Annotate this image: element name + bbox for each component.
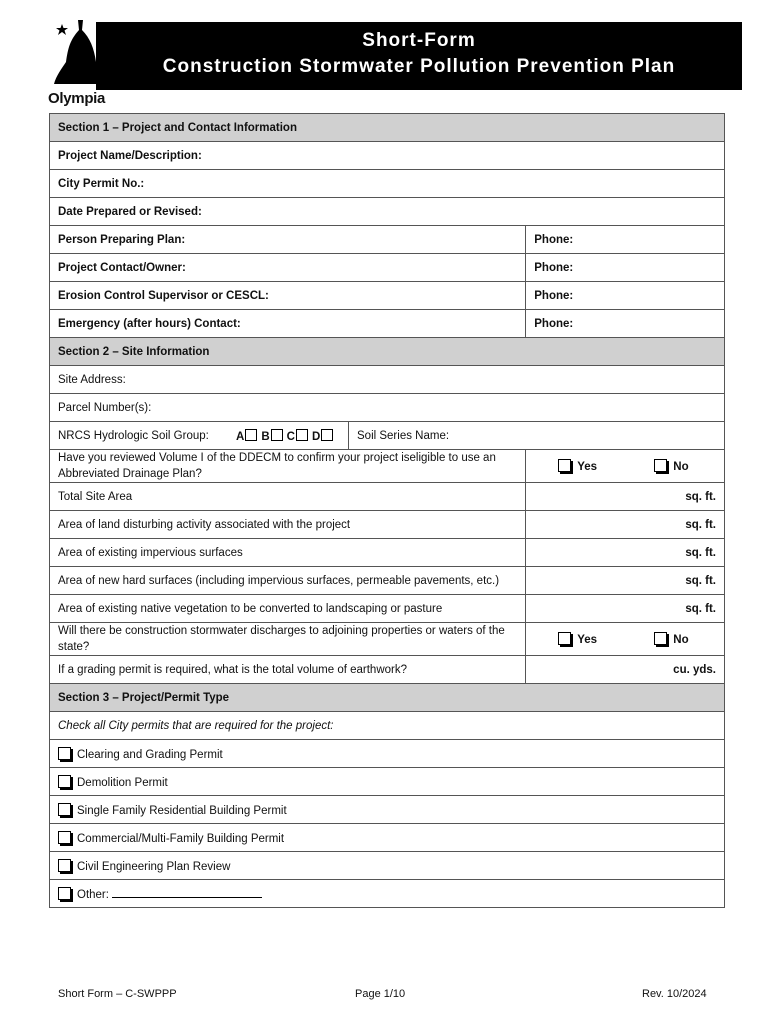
yes-label: Yes	[577, 634, 598, 647]
parcel-number-field[interactable]: Parcel Number(s):	[50, 394, 725, 422]
no-label: No	[673, 634, 689, 647]
form-title: Short-Form	[362, 30, 476, 51]
yes-label: Yes	[577, 461, 598, 474]
other-input-line[interactable]	[112, 887, 262, 898]
soil-option-b-checkbox[interactable]	[271, 429, 283, 441]
soil-group-row	[50, 422, 725, 450]
permit-item	[50, 852, 725, 880]
phone-field[interactable]: Phone:	[526, 310, 725, 338]
grading-volume-label: If a grading permit is required, what is the total volume of earthwork?	[50, 656, 526, 684]
soil-option-b-label: B	[261, 430, 270, 443]
total-site-area-label: Total Site Area	[50, 483, 526, 511]
soil-option-a-checkbox[interactable]	[245, 429, 257, 441]
total-site-area-field[interactable]: sq. ft.	[526, 483, 725, 511]
permit-label: Commercial/Multi-Family Building Permit	[77, 832, 285, 845]
soil-group-label: NRCS Hydrologic Soil Group:	[58, 429, 209, 442]
permit-checkbox[interactable]	[58, 803, 71, 816]
permit-label: Demolition Permit	[77, 776, 168, 789]
project-contact-field[interactable]: Project Contact/Owner:	[50, 254, 526, 282]
permit-instruction: Check all City permits that are required for the project:	[50, 712, 725, 740]
existing-impervious-label: Area of existing impervious surfaces	[50, 539, 526, 567]
permit-item	[50, 740, 725, 768]
native-vegetation-label: Area of existing native vegetation to be converted to landscaping or pasture	[50, 595, 526, 623]
land-disturbing-area-field[interactable]: sq. ft.	[526, 511, 725, 539]
permit-checkbox[interactable]	[58, 747, 71, 760]
permit-item	[50, 768, 725, 796]
soil-group-options	[236, 429, 348, 443]
swppp-form-table	[49, 113, 725, 908]
footer-form-name: Short Form – C-SWPPP	[58, 988, 177, 1000]
project-name-field[interactable]: Project Name/Description:	[50, 142, 725, 170]
land-disturbing-area-label: Area of land disturbing activity associated with the project	[50, 511, 526, 539]
other-label: Other:	[77, 888, 109, 901]
permit-checkbox[interactable]	[58, 831, 71, 844]
permit-checkbox[interactable]	[58, 775, 71, 788]
permit-label: Civil Engineering Plan Review	[77, 860, 231, 873]
person-preparing-field[interactable]: Person Preparing Plan:	[50, 226, 526, 254]
footer-page-number: Page 1/10	[355, 988, 406, 1000]
form-subtitle: Construction Stormwater Pollution Prevention Plan	[162, 56, 676, 77]
soil-option-a-label: A	[236, 430, 245, 443]
native-vegetation-field[interactable]: sq. ft.	[526, 595, 725, 623]
no-checkbox[interactable]	[654, 632, 667, 645]
site-address-field[interactable]: Site Address:	[50, 366, 725, 394]
soil-option-c-checkbox[interactable]	[296, 429, 308, 441]
abbreviated-plan-question: Have you reviewed Volume I of the DDECM to confirm your project iseligible to use an Abbreviated Drainage Plan?	[50, 450, 526, 483]
yes-checkbox[interactable]	[558, 459, 571, 472]
existing-impervious-field[interactable]: sq. ft.	[526, 539, 725, 567]
section-1-heading: Section 1 – Project and Contact Information	[50, 114, 725, 142]
discharge-answer	[526, 623, 725, 656]
new-hard-surfaces-field[interactable]: sq. ft.	[526, 567, 725, 595]
soil-series-field[interactable]: Soil Series Name:	[348, 422, 449, 449]
section-2-heading: Section 2 – Site Information	[50, 338, 725, 366]
soil-option-c-label: C	[286, 430, 295, 443]
phone-field[interactable]: Phone:	[526, 282, 725, 310]
abbreviated-plan-answer	[526, 450, 725, 483]
logo-text: Olympia	[48, 90, 106, 107]
section-3-heading: Section 3 – Project/Permit Type	[50, 684, 725, 712]
no-checkbox[interactable]	[654, 459, 667, 472]
date-prepared-field[interactable]: Date Prepared or Revised:	[50, 198, 725, 226]
soil-option-d-checkbox[interactable]	[321, 429, 333, 441]
city-permit-field[interactable]: City Permit No.:	[50, 170, 725, 198]
phone-field[interactable]: Phone:	[526, 254, 725, 282]
title-banner	[96, 22, 742, 90]
permit-label: Clearing and Grading Permit	[77, 748, 223, 761]
permit-label: Single Family Residential Building Permit	[77, 804, 287, 817]
new-hard-surfaces-label: Area of new hard surfaces (including impervious surfaces, permeable pavements, etc.)	[50, 567, 526, 595]
permit-item	[50, 796, 725, 824]
grading-volume-field[interactable]: cu. yds.	[526, 656, 725, 684]
yes-checkbox[interactable]	[558, 632, 571, 645]
erosion-supervisor-field[interactable]: Erosion Control Supervisor or CESCL:	[50, 282, 526, 310]
soil-option-d-label: D	[311, 430, 321, 443]
other-checkbox[interactable]	[58, 887, 71, 900]
permit-item-other	[50, 880, 725, 908]
permit-checkbox[interactable]	[58, 859, 71, 872]
footer-revision: Rev. 10/2024	[642, 988, 707, 1000]
phone-field[interactable]: Phone:	[526, 226, 725, 254]
discharge-question: Will there be construction stormwater discharges to adjoining properties or waters of the state?	[50, 623, 526, 656]
no-label: No	[673, 461, 689, 474]
header	[44, 18, 744, 106]
permit-item	[50, 824, 725, 852]
emergency-contact-field[interactable]: Emergency (after hours) Contact:	[50, 310, 526, 338]
